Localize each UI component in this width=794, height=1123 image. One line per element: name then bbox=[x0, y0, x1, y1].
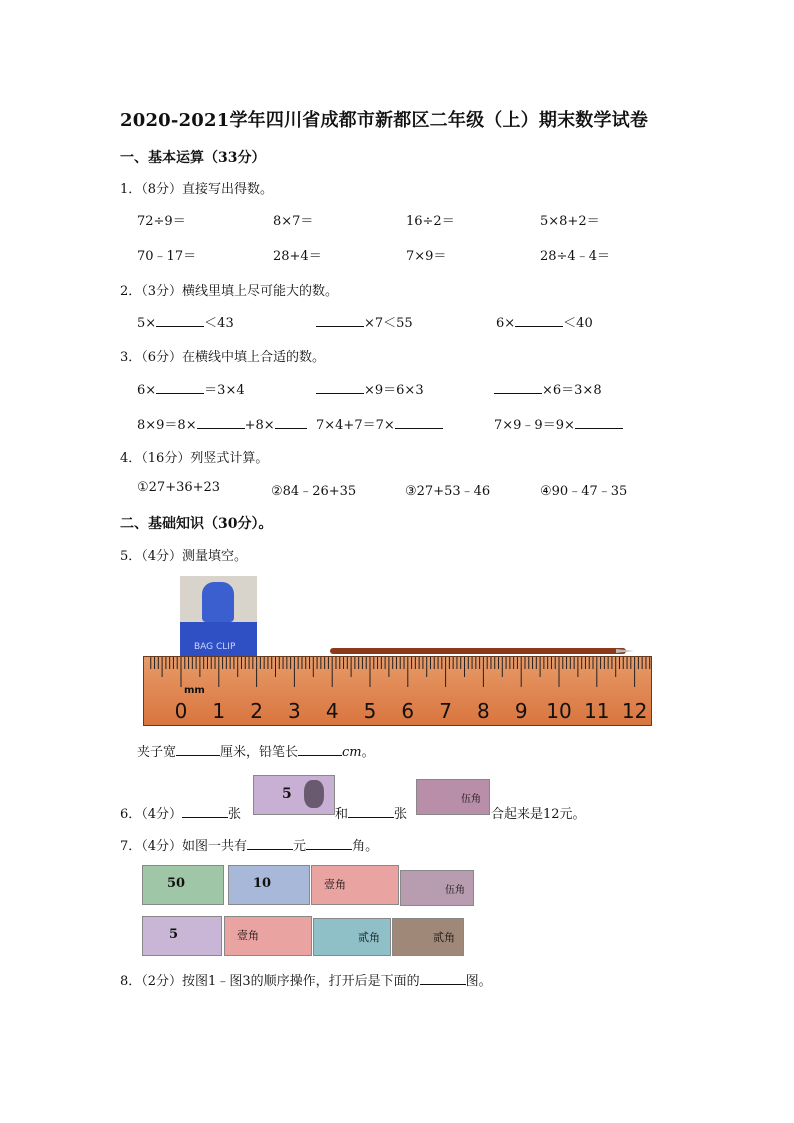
ruler-number: 7 bbox=[439, 699, 452, 723]
question-3-prompt: 3．（6分）在横线中填上合适的数。 bbox=[120, 350, 326, 365]
question-8-prompt bbox=[120, 970, 492, 989]
answer-blank[interactable] bbox=[395, 416, 443, 429]
q8-prompt-a: 8．（2分）按图1﹣图3的顺序操作，打开后是下面的 bbox=[120, 974, 420, 989]
q1-expr: 28÷4﹣4＝ bbox=[540, 249, 610, 264]
ruler-number: 3 bbox=[288, 699, 301, 723]
clip-body-shape bbox=[180, 622, 257, 658]
answer-blank[interactable] bbox=[316, 314, 364, 327]
q3-item-a bbox=[137, 379, 245, 398]
q5-fill-line bbox=[137, 741, 375, 760]
q8-prompt-b: 图。 bbox=[465, 974, 492, 989]
ruler-number: 11 bbox=[584, 699, 610, 723]
answer-blank[interactable] bbox=[575, 416, 623, 429]
note-value: 50 bbox=[167, 876, 186, 891]
banknote-50-yuan bbox=[142, 865, 224, 905]
q3-item-f bbox=[494, 414, 623, 433]
q1-expr: 7×9＝ bbox=[406, 249, 447, 264]
question-1-prompt: 1．（8分）直接写出得数。 bbox=[120, 182, 274, 197]
ruler-unit-label: mm bbox=[184, 685, 205, 696]
ruler-image bbox=[143, 656, 652, 726]
banknote-1-jiao bbox=[224, 916, 312, 956]
q6-zhang2: 张 bbox=[394, 807, 408, 822]
q3-b-post: ×9＝6×3 bbox=[364, 383, 424, 398]
clip-label: BAG CLIP bbox=[194, 642, 236, 652]
q7-prompt-a: 7．（4分）如图一共有 bbox=[120, 839, 248, 854]
banknote-10-yuan bbox=[228, 865, 310, 905]
q3-e-pre: 7×4+7＝7× bbox=[316, 418, 395, 433]
answer-blank[interactable] bbox=[420, 972, 466, 985]
ruler-number: 4 bbox=[325, 699, 339, 723]
q3-item-c bbox=[494, 379, 602, 398]
q2-item-c bbox=[496, 312, 593, 331]
q2-c-post: ＜40 bbox=[563, 316, 593, 331]
answer-blank[interactable] bbox=[156, 314, 204, 327]
note-value: 5 bbox=[169, 927, 179, 942]
note-value: 壹角 bbox=[237, 929, 259, 942]
page-title: 2020-2021学年四川省成都市新都区二年级（上）期末数学试卷 bbox=[120, 110, 649, 131]
q6-line bbox=[120, 803, 241, 822]
q6-he: 和 bbox=[335, 807, 349, 822]
ruler-number: 8 bbox=[477, 699, 490, 723]
banknote-1-jiao bbox=[311, 865, 399, 905]
answer-blank[interactable] bbox=[306, 837, 352, 850]
ruler-number: 12 bbox=[621, 699, 648, 723]
ruler-number: 9 bbox=[514, 699, 528, 723]
answer-blank[interactable] bbox=[247, 837, 293, 850]
q1-expr: 16÷2＝ bbox=[406, 214, 455, 229]
q5-unit: cm bbox=[342, 745, 362, 760]
q2-c-pre: 6× bbox=[496, 316, 516, 331]
answer-blank[interactable] bbox=[182, 805, 228, 818]
answer-blank[interactable] bbox=[515, 314, 563, 327]
q3-f-pre: 7×9﹣9＝9× bbox=[494, 418, 575, 433]
ruler-number: 0 bbox=[174, 699, 188, 723]
q2-a-pre: 5× bbox=[137, 316, 157, 331]
pencil-image bbox=[330, 648, 626, 654]
q2-item-a bbox=[137, 312, 234, 331]
question-4-prompt: 4．（16分）列竖式计算。 bbox=[120, 451, 269, 466]
banknote-5-jiao bbox=[400, 870, 474, 906]
answer-blank[interactable] bbox=[176, 743, 220, 756]
q6-end: 合起来是12元。 bbox=[491, 807, 586, 822]
banknote-2-jiao bbox=[313, 918, 391, 956]
q6-pre: 6．（4分） bbox=[120, 807, 183, 822]
note-value: 伍角 bbox=[445, 885, 465, 896]
q1-expr: 5×8+2＝ bbox=[540, 214, 600, 229]
q6-line-mid bbox=[335, 803, 407, 822]
q5-fill-a: 夹子宽 bbox=[137, 745, 177, 760]
q3-a-pre: 6× bbox=[137, 383, 157, 398]
q5-fill-end: 。 bbox=[361, 745, 375, 760]
q1-expr: 72÷9＝ bbox=[137, 214, 186, 229]
answer-blank[interactable] bbox=[316, 381, 364, 394]
note-value: 贰角 bbox=[433, 931, 455, 944]
clip-photo bbox=[180, 576, 257, 658]
answer-blank[interactable] bbox=[275, 416, 307, 429]
banknote-5-yuan bbox=[253, 775, 335, 815]
ruler-number: 10 bbox=[546, 699, 572, 723]
q3-d-mid: +8× bbox=[244, 418, 275, 433]
ruler-number: 2 bbox=[250, 699, 263, 723]
note-value: 10 bbox=[253, 876, 272, 891]
answer-blank[interactable] bbox=[348, 805, 394, 818]
q2-item-b bbox=[316, 312, 413, 331]
ruler-number: 5 bbox=[363, 699, 377, 723]
q4-item: ②84﹣26+35 bbox=[271, 484, 357, 499]
section-heading-2: 二、基础知识（30分）。 bbox=[120, 516, 273, 532]
q1-expr: 8×7＝ bbox=[273, 214, 314, 229]
q4-item: ④90﹣47﹣35 bbox=[540, 484, 628, 499]
portrait-shape bbox=[304, 780, 324, 808]
q6-zhang1: 张 bbox=[228, 807, 242, 822]
q2-b-post: ×7＜55 bbox=[364, 316, 413, 331]
q3-c-post: ×6＝3×8 bbox=[542, 383, 602, 398]
q3-item-d bbox=[137, 414, 307, 433]
question-7-prompt bbox=[120, 835, 378, 854]
clip-top-shape bbox=[202, 582, 234, 622]
note-value: 贰角 bbox=[358, 931, 380, 944]
banknote-5-jiao bbox=[416, 779, 490, 815]
ruler-number: 1 bbox=[212, 699, 226, 723]
ruler-number: 6 bbox=[401, 699, 415, 723]
note-value: 伍角 bbox=[461, 794, 481, 805]
q1-expr: 70﹣17＝ bbox=[137, 249, 197, 264]
answer-blank[interactable] bbox=[156, 381, 204, 394]
question-2-prompt: 2．（3分）横线里填上尽可能大的数。 bbox=[120, 284, 339, 299]
ruler-ticks bbox=[144, 657, 651, 697]
q1-expr: 28+4＝ bbox=[273, 249, 322, 264]
q7-prompt-b: 元 bbox=[293, 839, 307, 854]
question-5-prompt: 5．（4分）测量填空。 bbox=[120, 549, 248, 564]
q3-item-e bbox=[316, 414, 443, 433]
section-heading-1: 一、基本运算（33分） bbox=[120, 150, 266, 166]
banknote-2-jiao bbox=[392, 918, 464, 956]
note-value: 5 bbox=[282, 786, 292, 802]
answer-blank[interactable] bbox=[197, 416, 245, 429]
note-value: 壹角 bbox=[324, 878, 346, 891]
q3-d-pre: 8×9＝8× bbox=[137, 418, 197, 433]
q5-fill-b: 厘米，铅笔长 bbox=[220, 745, 299, 760]
q3-a-post: ＝3×4 bbox=[204, 383, 245, 398]
q4-item: ①27+36+23 bbox=[137, 480, 221, 495]
q2-a-post: ＜43 bbox=[204, 316, 234, 331]
answer-blank[interactable] bbox=[298, 743, 342, 756]
q7-prompt-c: 角。 bbox=[352, 839, 379, 854]
q3-item-b bbox=[316, 379, 424, 398]
banknote-5-yuan bbox=[142, 916, 222, 956]
q4-item: ③27+53﹣46 bbox=[405, 484, 491, 499]
answer-blank[interactable] bbox=[494, 381, 542, 394]
